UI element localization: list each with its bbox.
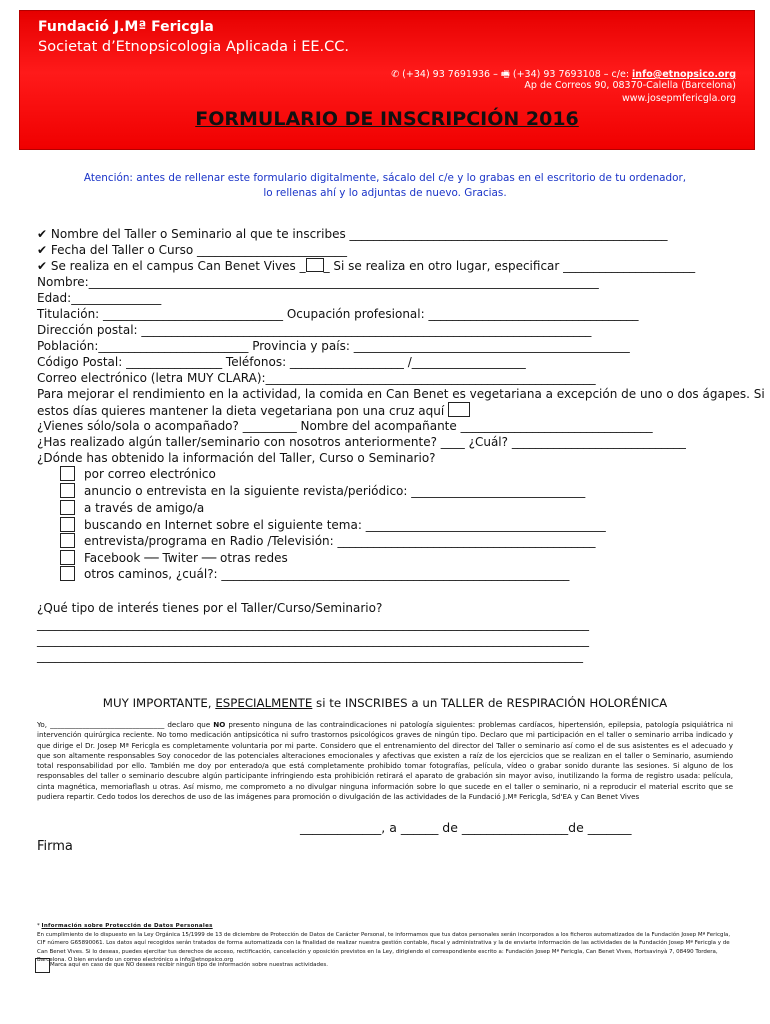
- important-heading: MUY IMPORTANTE, ESPECIALMENTE si te INSCRIBES a un TALLER de RESPIRACIÓN HOLORÉNICA: [102, 696, 668, 710]
- vegetarian-row: estos días quieres mantener la dieta vegetariana pon una cruz aquí: [37, 402, 470, 419]
- source-label-radio-tv[interactable]: entrevista/programa en Radio /Televisión: ___________________________________________: [84, 534, 596, 548]
- source-label-email: por correo electrónico: [84, 467, 216, 481]
- email-link[interactable]: info@etnopsico.org: [632, 69, 736, 80]
- source-checkbox-social[interactable]: [60, 550, 75, 565]
- town-province-field[interactable]: Población:_________________________ Provincia y país: ______________________________________________: [37, 339, 630, 353]
- interest-line-2[interactable]: ____________________________________________________________________________________________: [37, 633, 589, 647]
- consent-declaration: Yo, ________________________________ declaro que NO presento ninguna de las contraindicaciones ni patología siguientes: problemas cardíacos, hipertensión, epilepsia, patología psiquiátrica ni intervención quirúrgica reciente. No tomo medicación antipsicótica ni sufro trastornos psicológicos graves de ningún tipo. Declaro que mi participación en el taller o seminario arriba indicado y que dirige el Dr. Josep Mª Fericgla es completamente voluntaria por mi parte. Considero que el entrenamiento del director del Taller o seminario así como el de sus asistentes es el adecuado y que son altamente responsables Soy conocedor de las potenciales alteraciones emocionales y afectivas que existen a raíz de los ejercicios que se realizan en el taller o Seminario, asumiendo total responsabilidad por ello. También me doy por enterado/a que está completamente prohibido tomar fotografías, película, vídeo o grabar sonido durante las sesiones. Si alguno de los responsables del taller o seminario descubre algún participante infringiendo esta prohibición retirará el aparato de grabación sin mayor aviso, inutilizando la forma de registro usada: película, cinta magnética, memoriaflash u otras. Así mismo, me comprometo a no divulgar ninguna información sobre lo que sucede en el taller o seminario, ni a reproducir el material escrito que se pudiera repartir. Cedo todos los derechos de uso de las imágenes para promoción o divulgación de las actividades de la Fundació J.Mª Fericgla, Sd'EA y Can Benet Vives: [37, 720, 733, 802]
- workshop-name-field[interactable]: ✔ Nombre del Taller o Seminario al que te inscribes _____________________________________________________: [37, 227, 668, 241]
- degree-occupation-field[interactable]: Titulación: ______________________________ Ocupación profesional: ___________________________________: [37, 307, 639, 321]
- website[interactable]: www.josepmfericgla.org: [621, 93, 736, 104]
- source-question: ¿Dónde has obtenido la información del Taller, Curso o Seminario?: [37, 451, 436, 465]
- other-place-field[interactable]: _ Si se realiza en otro lugar, especificar ______________________: [323, 259, 696, 273]
- source-checkbox-other[interactable]: [60, 566, 75, 581]
- signature-label: Firma: [37, 839, 73, 854]
- interest-line-1[interactable]: ____________________________________________________________________________________________: [37, 617, 589, 631]
- contact-line: ✆ (+34) 93 7691936 – 🖷 (+34) 93 7693108 – c/e: info@etnopsico.org: [391, 69, 736, 80]
- postal-address: Ap de Correos 90, 08370-Calella (Barcelona): [524, 80, 736, 91]
- source-checkbox-friend[interactable]: [60, 500, 75, 515]
- postal-address-field[interactable]: Dirección postal: ___________________________________________________________________________: [37, 323, 592, 337]
- source-checkbox-press[interactable]: [60, 483, 75, 498]
- source-label-press[interactable]: anuncio o entrevista en la siguiente revista/periódico: _____________________________: [84, 484, 586, 498]
- campus-checkbox[interactable]: [306, 258, 324, 272]
- email-field[interactable]: Correo electrónico (letra MUY CLARA):_______________________________________________________: [37, 371, 596, 385]
- source-label-social: Facebook ── Twiter ── otras redes: [84, 551, 288, 565]
- source-checkbox-radio-tv[interactable]: [60, 533, 75, 548]
- source-checkbox-email[interactable]: [60, 466, 75, 481]
- org-name: Fundació J.Mª Fericgla: [38, 19, 214, 35]
- interest-question: ¿Qué tipo de interés tienes por el Taller/Curso/Seminario?: [37, 601, 383, 615]
- age-field[interactable]: Edad:_______________: [37, 291, 162, 305]
- society-name: Societat d’Etnopsicologia Aplicada i EE.CC.: [38, 39, 350, 55]
- data-protection-notice: * Información sobre Protección de Datos Personales En cumplimiento de lo dispuesto en la Ley Orgánica 15/1999 de 13 de diciembre de Protección de Datos de Carácter Personal, te informamos que tus datos personales serán incorporados a los ficheros automatizados de la Fundación Josep Mª Fericgla, CIF número G65890061. Los datos aquí recogidos serán tratados de forma automatizada con la finalidad de realizar nuestra gestión contable, fiscal y administrativa y la de enviarte información de las actividades de la Fundación Josep Mª Fericgla y de Can Benet Vives. Si lo deseas, puedes ejercitar tus derechos de acceso, rectificación, cancelación y oposición previstos en la Ley, dirigiendo el correspondiente escrito a: Fundación Josep Mª Fericgla, Can Benet Vives, Hortsavinyà 7, 08490 Tordera, Barcelona. O bien enviando un correo electrónico a info@etnopsico.org: [37, 923, 731, 964]
- source-label-friend: a través de amigo/a: [84, 501, 205, 515]
- postcode-phone-field[interactable]: Código Postal: ________________ Teléfonos: ___________________ /___________________: [37, 355, 526, 369]
- date-line[interactable]: _____________, a ______ de _________________de _______: [300, 820, 632, 835]
- vegetarian-checkbox[interactable]: [448, 402, 470, 417]
- optout-label: Marca aquí en caso de que NO desees recibir ningún tipo de información sobre nuestras actividades.: [50, 962, 328, 968]
- interest-line-3[interactable]: ___________________________________________________________________________________________: [37, 649, 583, 663]
- notice-line-1: Atención: antes de rellenar este formulario digitalmente, sácalo del c/e y lo grabas en el escritorio de tu ordenador,: [83, 172, 687, 184]
- letterhead: [19, 10, 755, 150]
- source-label-other[interactable]: otros caminos, ¿cuál?: __________________________________________________________: [84, 567, 570, 581]
- workshop-date-field[interactable]: ✔ Fecha del Taller o Curso _________________________: [37, 243, 347, 257]
- form-title: FORMULARIO DE INSCRIPCIÓN 2016: [195, 108, 579, 130]
- companion-field[interactable]: ¿Vienes sólo/sola o acompañado? _________ Nombre del acompañante ________________________________: [37, 419, 653, 433]
- previous-workshop-field[interactable]: ¿Has realizado algún taller/seminario con nosotros anteriormente? ____ ¿Cuál? _____________________________: [37, 435, 686, 449]
- optout-checkbox[interactable]: [35, 958, 50, 973]
- name-field[interactable]: Nombre:_____________________________________________________________________________________: [37, 275, 599, 289]
- source-checkbox-internet[interactable]: [60, 517, 75, 532]
- source-label-internet[interactable]: buscando en Internet sobre el siguiente tema: ________________________________________: [84, 518, 606, 532]
- vegetarian-note: Para mejorar el rendimiento en la actividad, la comida en Can Benet es vegetariana a excepción de uno o dos ágapes. Si: [37, 387, 765, 401]
- campus-row: ✔ Se realiza en el campus Can Benet Vives _ _ Si se realiza en otro lugar, especificar ______________________: [37, 259, 696, 273]
- notice-line-2: lo rellenas ahí y lo adjuntas de nuevo. Gracias.: [263, 187, 507, 199]
